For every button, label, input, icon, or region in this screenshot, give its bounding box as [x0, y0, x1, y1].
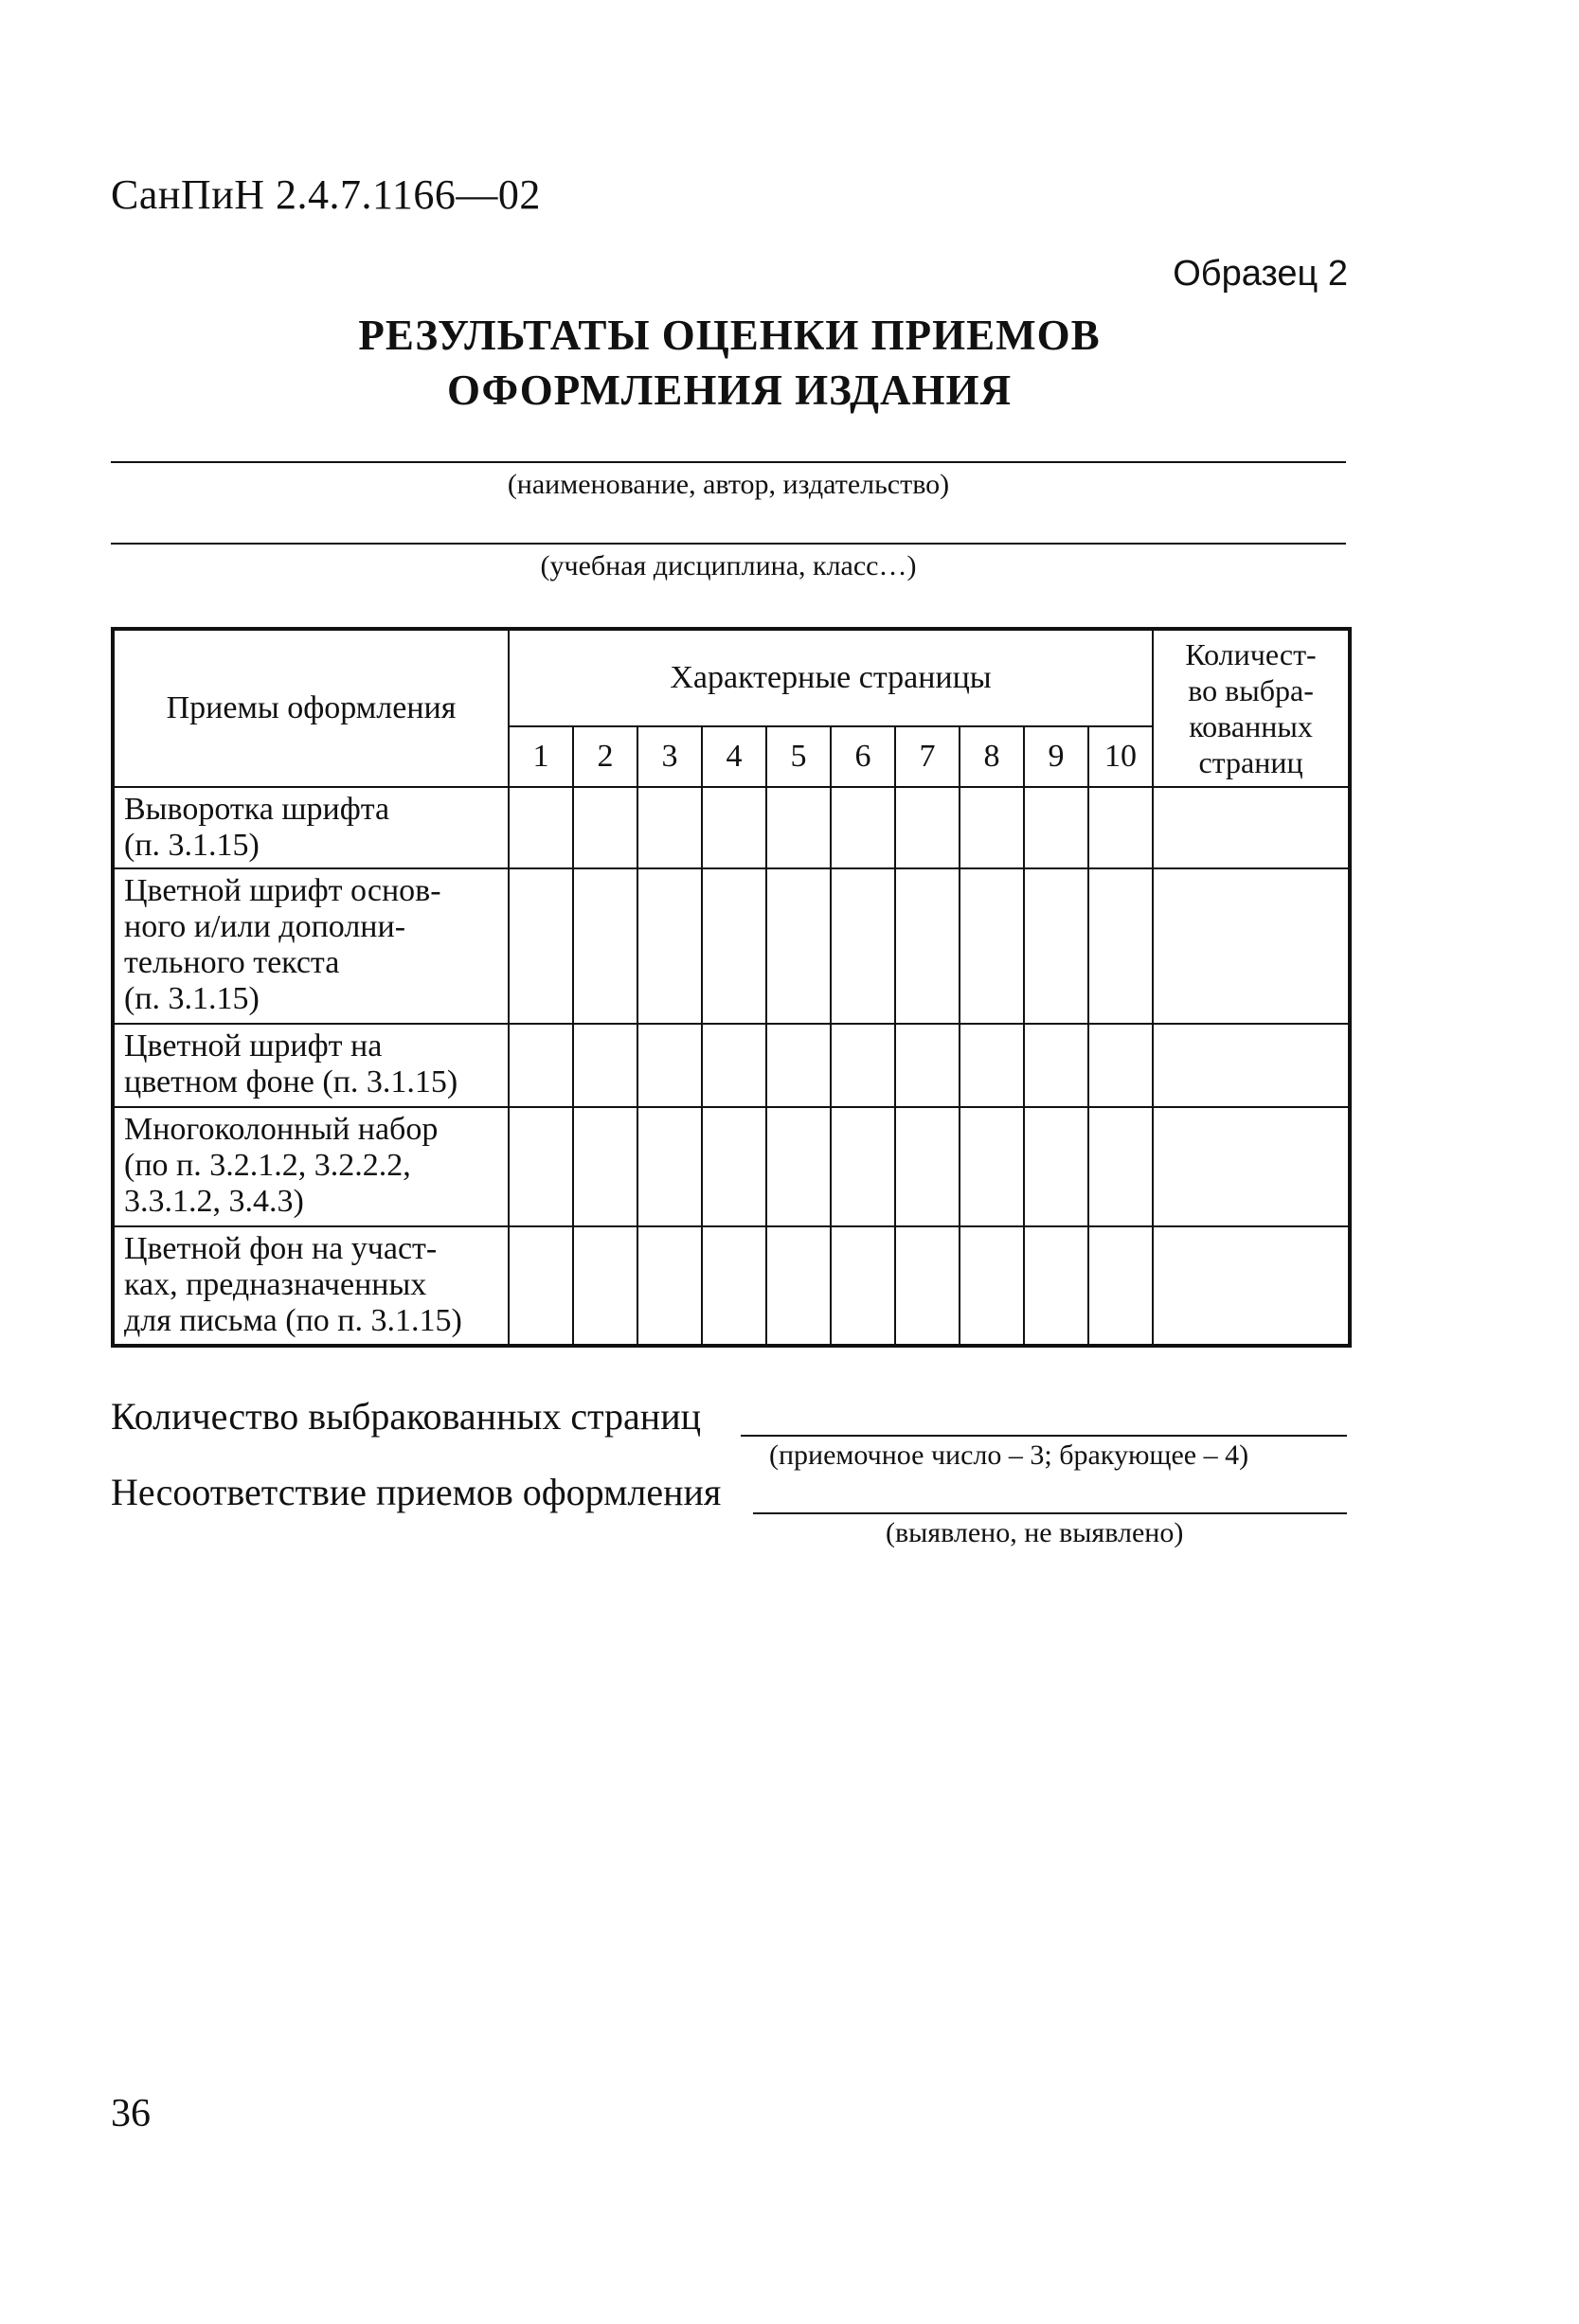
- page-cell[interactable]: [960, 1024, 1024, 1107]
- page-cell[interactable]: [766, 787, 831, 868]
- page-number-header: 3: [637, 726, 702, 787]
- page-cell[interactable]: [702, 1226, 766, 1346]
- row-label-line: (п. 3.1.15): [124, 981, 260, 1016]
- row-label: [113, 787, 509, 868]
- row-label-line: ках, предназначенных: [124, 1267, 427, 1302]
- page-cell[interactable]: [1088, 1226, 1153, 1346]
- page-cell[interactable]: [509, 1226, 573, 1346]
- page-cell[interactable]: [1024, 787, 1088, 868]
- page-cell[interactable]: [1088, 1107, 1153, 1226]
- page-number: 36: [111, 2092, 151, 2136]
- header-characteristic-pages: Характерные страницы: [509, 629, 1153, 726]
- row-label-line: (п. 3.1.15): [124, 828, 260, 863]
- page-cell[interactable]: [766, 1024, 831, 1107]
- header-methods: Приемы оформления: [113, 629, 509, 787]
- row-label: [113, 1107, 509, 1226]
- mismatch-label: Несоответствие приемов оформления: [111, 1471, 722, 1513]
- page-cell[interactable]: [1088, 787, 1153, 868]
- discipline-fill-line[interactable]: [111, 543, 1346, 545]
- page-cell[interactable]: [573, 1024, 637, 1107]
- rejected-count-fill-line[interactable]: [741, 1435, 1347, 1437]
- header-rejected-count: [1153, 629, 1350, 787]
- count-cell[interactable]: [1153, 1024, 1350, 1107]
- page-cell[interactable]: [573, 1226, 637, 1346]
- page-cell[interactable]: [766, 868, 831, 1024]
- page-cell[interactable]: [960, 868, 1024, 1024]
- page-cell[interactable]: [960, 1107, 1024, 1226]
- rejected-count-label: Количество выбракованных страниц: [111, 1395, 702, 1438]
- page-cell[interactable]: [831, 787, 895, 868]
- row-label-line: Цветной шрифт на: [124, 1028, 383, 1064]
- page-cell[interactable]: [1024, 868, 1088, 1024]
- table-row: [113, 1024, 1350, 1107]
- row-label-line: для письма (по п. 3.1.15): [124, 1303, 462, 1338]
- page-cell[interactable]: [960, 1226, 1024, 1346]
- page-cell[interactable]: [702, 787, 766, 868]
- discipline-caption: (учебная дисциплина, класс…): [540, 550, 917, 581]
- name-fill-line[interactable]: [111, 461, 1346, 463]
- row-label: [113, 1024, 509, 1107]
- page-number-header: 7: [895, 726, 960, 787]
- page-number-header: 10: [1088, 726, 1153, 787]
- row-label-line: тельного текста: [124, 945, 340, 980]
- page-cell[interactable]: [1088, 1024, 1153, 1107]
- page-cell[interactable]: [895, 1226, 960, 1346]
- table-row: [113, 868, 1350, 1024]
- page-cell[interactable]: [637, 787, 702, 868]
- page-cell[interactable]: [573, 868, 637, 1024]
- page-cell[interactable]: [1024, 1024, 1088, 1107]
- row-label-line: Цветной фон на участ-: [124, 1231, 438, 1266]
- count-cell[interactable]: [1153, 1226, 1350, 1346]
- page-cell[interactable]: [895, 787, 960, 868]
- table-row: [113, 787, 1350, 868]
- sample-label: Образец 2: [1173, 254, 1348, 294]
- page-cell[interactable]: [509, 868, 573, 1024]
- page-number-header: 2: [573, 726, 637, 787]
- page-cell[interactable]: [1088, 868, 1153, 1024]
- title-line-2: ОФОРМЛЕНИЯ ИЗДАНИЯ: [446, 366, 1013, 414]
- row-label: [113, 1226, 509, 1346]
- header-count-line: кованных: [1189, 709, 1313, 743]
- page-number-header: 8: [960, 726, 1024, 787]
- page-cell[interactable]: [702, 1107, 766, 1226]
- page-number-header: 4: [702, 726, 766, 787]
- page-number-header: 9: [1024, 726, 1088, 787]
- count-cell[interactable]: [1153, 1107, 1350, 1226]
- row-label-line: 3.3.1.2, 3.4.3): [124, 1184, 304, 1219]
- header-count-line: во выбра-: [1188, 673, 1314, 707]
- page-cell[interactable]: [895, 868, 960, 1024]
- page-cell[interactable]: [831, 1226, 895, 1346]
- page-cell[interactable]: [573, 1107, 637, 1226]
- page-cell[interactable]: [895, 1024, 960, 1107]
- page-number-header: 1: [509, 726, 573, 787]
- page-title: [0, 308, 1459, 418]
- page-cell[interactable]: [702, 1024, 766, 1107]
- row-label-line: Цветной шрифт основ-: [124, 873, 441, 908]
- document-code: СанПиН 2.4.7.1166—02: [111, 171, 541, 218]
- page-cell[interactable]: [895, 1107, 960, 1226]
- row-label-line: (по п. 3.2.1.2, 3.2.2.2,: [124, 1148, 411, 1183]
- row-label-line: Многоколонный набор: [124, 1112, 439, 1147]
- page-cell[interactable]: [831, 868, 895, 1024]
- page-cell[interactable]: [702, 868, 766, 1024]
- page-cell[interactable]: [509, 787, 573, 868]
- page-cell[interactable]: [637, 1024, 702, 1107]
- page-cell[interactable]: [831, 1024, 895, 1107]
- header-count-line: страниц: [1198, 745, 1303, 779]
- page-cell[interactable]: [509, 1107, 573, 1226]
- header-count-line: Количест-: [1185, 637, 1317, 671]
- page-cell[interactable]: [509, 1024, 573, 1107]
- table-row: [113, 1107, 1350, 1226]
- title-line-1: РЕЗУЛЬТАТЫ ОЦЕНКИ ПРИЕМОВ: [358, 312, 1101, 359]
- page-cell[interactable]: [637, 1107, 702, 1226]
- rejected-count-caption: (приемочное число – 3; бракующее – 4): [769, 1439, 1249, 1471]
- row-label-line: ного и/или дополни-: [124, 909, 406, 944]
- name-caption: (наименование, автор, издательство): [507, 469, 950, 500]
- page-cell[interactable]: [637, 868, 702, 1024]
- page-cell[interactable]: [1024, 1107, 1088, 1226]
- page-cell[interactable]: [831, 1107, 895, 1226]
- page-cell[interactable]: [1024, 1226, 1088, 1346]
- page-number-header: 6: [831, 726, 895, 787]
- row-label-line: цветном фоне (п. 3.1.15): [124, 1064, 458, 1099]
- evaluation-table: [111, 627, 1352, 1348]
- mismatch-fill-line[interactable]: [753, 1512, 1347, 1514]
- page-cell[interactable]: [766, 1107, 831, 1226]
- page-cell[interactable]: [637, 1226, 702, 1346]
- page-cell[interactable]: [573, 787, 637, 868]
- page-number-header: 5: [766, 726, 831, 787]
- table-row: [113, 1226, 1350, 1346]
- row-label: [113, 868, 509, 1024]
- row-label-line: Выворотка шрифта: [124, 792, 390, 827]
- count-cell[interactable]: [1153, 787, 1350, 868]
- count-cell[interactable]: [1153, 868, 1350, 1024]
- mismatch-caption: (выявлено, не выявлено): [886, 1517, 1184, 1548]
- page-cell[interactable]: [960, 787, 1024, 868]
- page-cell[interactable]: [766, 1226, 831, 1346]
